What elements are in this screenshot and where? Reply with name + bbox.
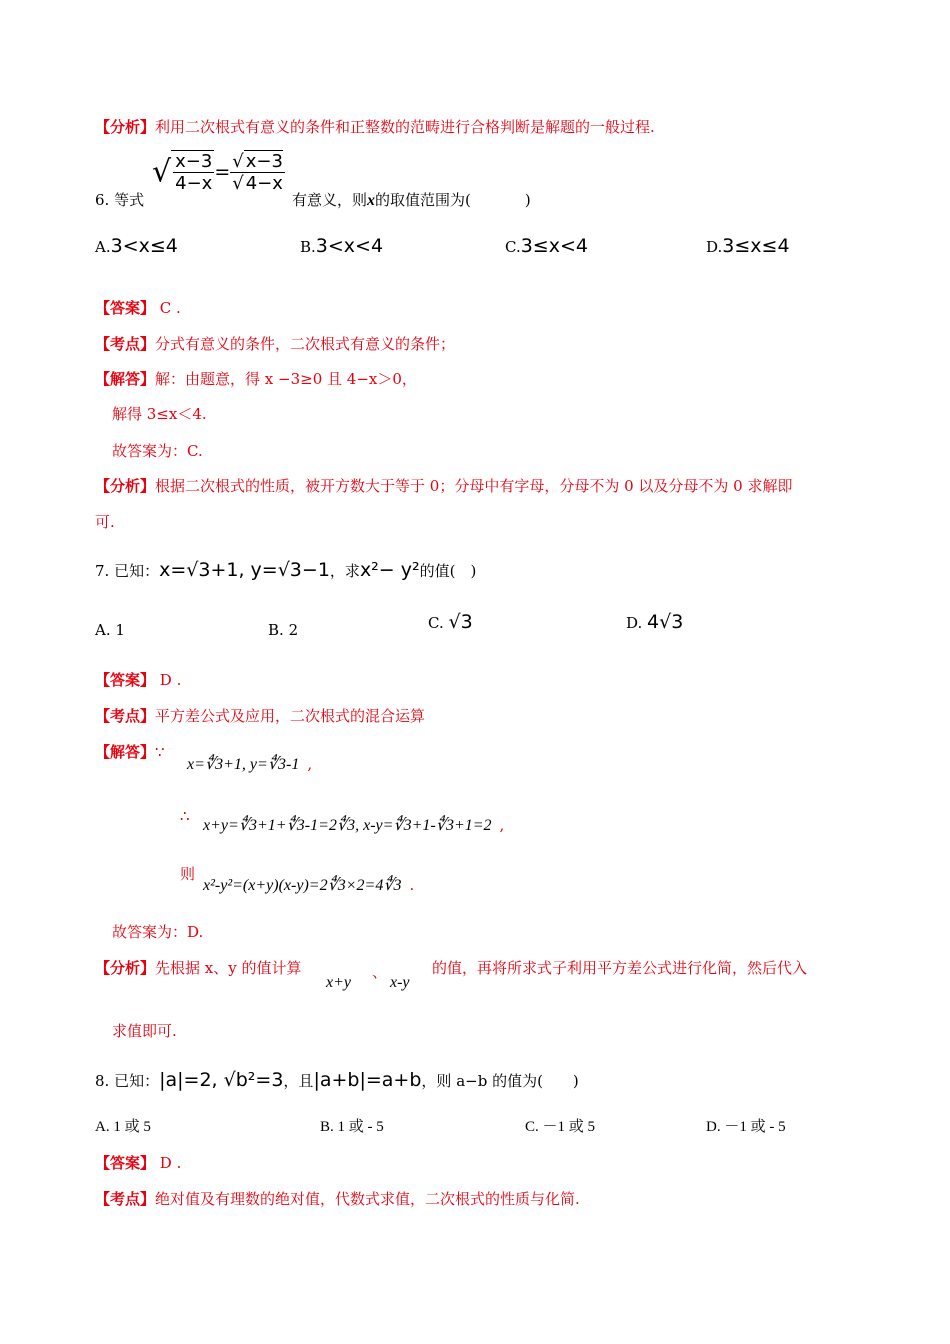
q6-option-b[interactable]: B.3<x<4: [300, 235, 384, 257]
q7-analysis-sep: 、: [372, 963, 388, 981]
q7-analysis-expr2: x-y: [390, 974, 410, 991]
q6-option-d[interactable]: D.3≤x≤4: [706, 235, 790, 257]
q7-therefore: ∴: [180, 807, 190, 825]
q7-step1: x=∜3+1, y=∜3-1 ,: [187, 755, 313, 773]
q6-solution-line3: 故答案为：C.: [112, 442, 203, 460]
q7-then: 则: [180, 865, 196, 883]
analysis-paragraph-top: [95, 117, 655, 137]
q7-analysis: 【分析】先根据 x、y 的值计算: [95, 959, 302, 977]
q6-equation: √ $\frac{x-3}{4-x}$ = $\frac{√ x-3}{√ 4-x}$: [152, 150, 283, 194]
q7-solution-end: 故答案为：D.: [112, 923, 204, 941]
q7-option-c[interactable]: C. √3: [428, 611, 473, 633]
q8-option-d[interactable]: D. －1 或 - 5: [706, 1119, 786, 1135]
q8-option-c[interactable]: C. －1 或 5: [525, 1119, 596, 1135]
q7-option-b[interactable]: B. 2: [268, 621, 299, 639]
q6-prefix: 6. 等式: [95, 191, 145, 209]
analysis-text: 利用二次根式有意义的条件和正整数的范畴进行合格判断是解题的一般过程.: [155, 118, 655, 136]
q7-analysis-rest: 的值，再将所求式子利用平方差公式进行化简，然后代入: [432, 959, 808, 977]
analysis-tag: 【分析】: [95, 118, 156, 136]
q6-rhs-fraction: $\frac{√ x-3}{√ 4-x}$: [232, 150, 283, 194]
q7-step3: x²-y²=(x+y)(x-y)=2∜3×2=4∜3 .: [203, 876, 415, 894]
q6-suffix: 有意义，则x的取值范围为( ): [292, 191, 531, 209]
q7-option-a[interactable]: A. 1: [95, 621, 125, 639]
q6-solution-line2: 解得 3≤x＜4.: [112, 405, 207, 423]
q6-point: 【考点】分式有意义的条件，二次根式有意义的条件；: [95, 335, 456, 353]
q7-option-d[interactable]: D. 4√3: [626, 611, 684, 633]
q6-solution: 【解答】解：由题意，得 x −3≥0 且 4−x＞0，: [95, 370, 417, 388]
q6-option-c[interactable]: C.3≤x<4: [505, 235, 588, 257]
q6-answer: 【答案】 C .: [95, 299, 181, 317]
q8-point: 【考点】绝对值及有理数的绝对值，代数式求值，二次根式的性质与化简.: [95, 1190, 580, 1208]
q6-analysis: 【分析】根据二次根式的性质，被开方数大于等于 0；分母中有字母，分母不为 0 以及分母不为 0 求解即: [95, 477, 793, 495]
q6-analysis-line2: 可.: [95, 513, 115, 531]
q6-option-a[interactable]: A.3<x≤4: [95, 235, 178, 257]
q8-stem: 8. 已知：|a|=2, √b²=3，且|a+b|=a+b，则 a−b 的值为( ): [95, 1069, 579, 1091]
q7-answer: 【答案】 D .: [95, 671, 182, 689]
q7-point: 【考点】平方差公式及应用，二次根式的混合运算: [95, 707, 426, 725]
q7-analysis-expr1: x+y: [326, 974, 351, 991]
q7-step2: x+y=∜3+1+∜3-1=2∜3, x-y=∜3+1-∜3+1=2 ,: [203, 816, 505, 834]
q7-stem: 7. 已知：x=√3+1, y=√3−1，求x²− y²的值( ): [95, 559, 477, 581]
q7-analysis-line2: 求值即可.: [112, 1022, 177, 1040]
q7-solution: 【解答】∵: [95, 743, 165, 761]
q8-option-b[interactable]: B. 1 或 - 5: [320, 1119, 384, 1135]
q8-answer: 【答案】 D .: [95, 1154, 182, 1172]
q6-lhs-fraction: $\frac{x-3}{4-x}$: [171, 150, 214, 194]
q8-option-a[interactable]: A. 1 或 5: [95, 1119, 151, 1135]
